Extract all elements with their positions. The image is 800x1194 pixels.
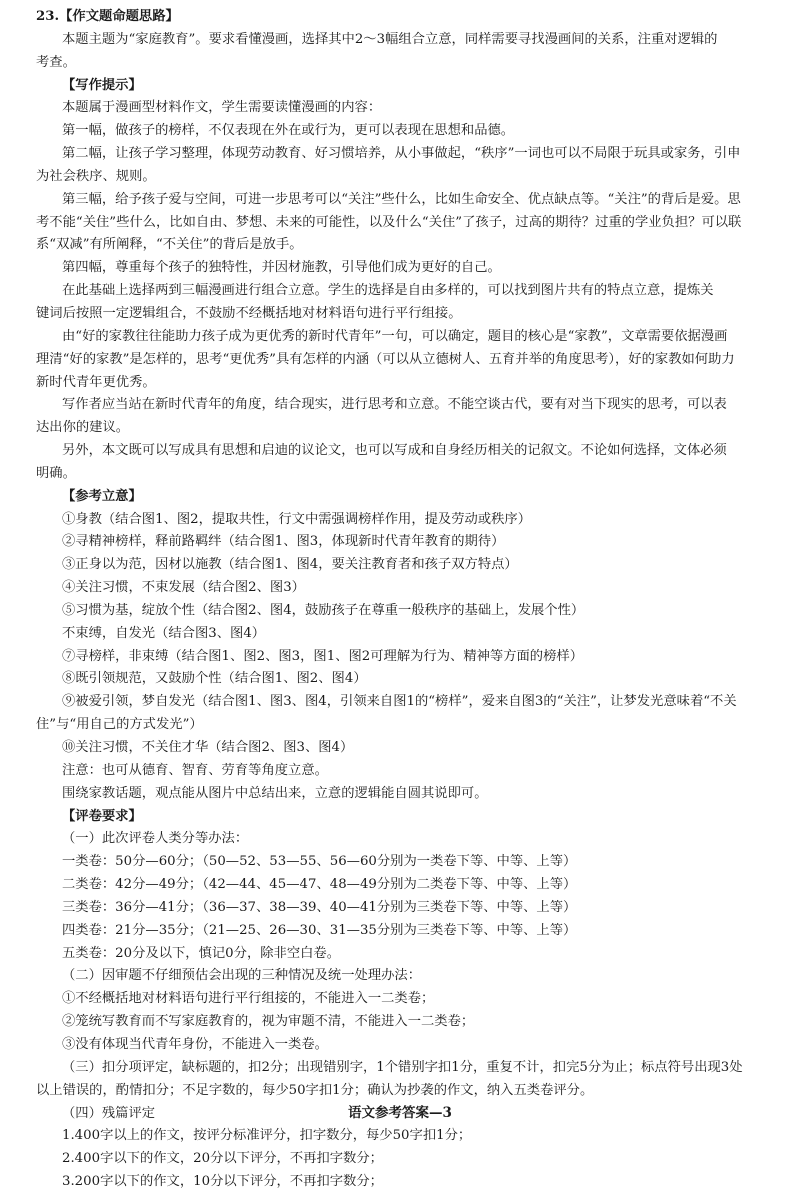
grade-tier: 四类卷：21分—35分；（21—25、26—30、31—35分别为三类卷下等、中等、上等） [62,922,577,938]
tips-line: 另外，本文既可以写成具有思想和启迪的议论文，也可以写成和自身经历相关的记叙文。不论如何选择，文体必须 [62,443,727,459]
idea-item: ⑨被爱引领，梦自发光（结合图1、图3、图4，引领来自图1的“榜样”，爱来自图3的“关注”，让梦发光意味着“不关 [62,694,737,710]
grading-case: ①不经概括地对材料语句进行平行组接的，不能进入一二类卷； [62,991,435,1007]
idea-item: ①身教（结合图1、图2，提取共性，行文中需强调榜样作用，提及劳动或秩序） [62,511,532,527]
incomplete-essay-rule: 3.200字以下的作文，10分以下评分，不再扣字数分； [62,1174,383,1190]
question-intro-line: 考查。 [36,54,76,70]
grading-subheading: （四）残篇评定 [62,1105,156,1121]
tips-line: 写作者应当站在新时代青年的角度，结合现实，进行思考和立意。不能空谈古代，要有对当下现实的思考，可以表 [62,397,727,413]
incomplete-essay-rule: 2.400字以下的作文，20分以下评分，不再扣字数分； [62,1151,383,1167]
tips-line: 为社会秩序、规则。 [36,168,156,184]
tips-line: 达出你的建议。 [36,420,130,436]
idea-item: ⑩关注习惯，不关住才华（结合图2、图3、图4） [62,740,354,755]
tips-line: 键词后按照一定逻辑组合，不鼓励不经概括地对材料语句进行平行组接。 [36,305,462,321]
grading-case: ②笼统写教育而不写家庭教育的，视为审题不清，不能进入一二类卷； [62,1014,475,1030]
tips-line: 理清“好的家教”是怎样的，思考“更优秀”具有怎样的内涵（可以从立德树人、五育并举的角度思考），好的家教如何助力 [36,351,735,367]
question-heading: 23.【作文题命题思路】 [36,9,179,24]
tips-line: 在此基础上选择两到三幅漫画进行组合立意。学生的选择是自由多样的，可以找到图片共有的特点立意，提炼关 [62,283,714,299]
grade-tier: 三类卷：36分—41分；（36—37、38—39、40—41分别为三类卷下等、中等、上等） [62,899,577,915]
idea-item: 住”与“用自己的方式发光”） [36,717,203,733]
question-intro-line: 本题主题为“家庭教育”。要求看懂漫画，选择其中2～3幅组合立意，同样需要寻找漫画间的关系，注重对逻辑的 [62,31,718,47]
section-heading-grading: 【评卷要求】 [62,808,142,824]
grading-case: ③没有体现当代青年身份，不能进入一类卷。 [62,1036,328,1052]
idea-item: ⑤习惯为基，绽放个性（结合图2、图4，鼓励孩子在尊重一般秩序的基础上，发展个性） [62,602,585,618]
tips-line: 明确。 [36,465,76,481]
deduction-rule: 以上错误的，酌情扣分；不足字数的，每少50字扣1分；确认为抄袭的作文，纳入五类卷评分。 [36,1082,594,1098]
tips-line: 由“好的家教往往能助力孩子成为更优秀的新时代青年”一句，可以确定，题目的核心是“家教”，文章需要依据漫画 [62,328,728,344]
grading-subheading: （一）此次评卷人类分等办法： [62,831,249,847]
section-heading-reference-ideas: 【参考立意】 [62,488,142,504]
tips-line: 系“双减”有所阐释，“不关住”的背后是放手。 [36,237,303,253]
grading-subheading: （二）因审题不仔细预估会出现的三种情况及统一处理办法： [62,968,422,984]
grade-tier: 五类卷：20分及以下，慎记0分，除非空白卷。 [62,945,341,961]
grade-tier: 一类卷：50分—60分；（50—52、53—55、56—60分别为一类卷下等、中等、上等） [62,854,577,870]
tips-line: 考不能“关住”些什么，比如自由、梦想、未来的可能性，以及什么“关住”了孩子，过高的期待？过重的学业负担？可以联 [36,214,742,230]
idea-note: 注意：也可从德育、智育、劳育等角度立意。 [62,762,328,778]
idea-item: ③正身以为范，因材以施教（结合图1、图4，要关注教育者和孩子双方特点） [62,557,518,573]
idea-item: ⑧既引领规范，又鼓励个性（结合图1、图2、图4） [62,671,367,687]
tips-line: 第一幅，做孩子的榜样，不仅表现在外在或行为，更可以表现在思想和品德。 [62,123,515,139]
tips-line: 第四幅，尊重每个孩子的独特性，并因材施教，引导他们成为更好的自己。 [62,260,501,276]
tips-line: 第三幅，给予孩子爱与空间，可进一步思考可以“关注”些什么，比如生命安全、优点缺点等。“关注”的背后是爱。思 [62,191,741,207]
idea-note: 围绕家教话题，观点能从图片中总结出来，立意的逻辑能自圆其说即可。 [62,785,488,801]
idea-item: ②寻精神榜样，释前路羁绊（结合图1、图3，体现新时代青年教育的期待） [62,534,505,550]
tips-line: 第二幅，让孩子学习整理，体现劳动教育、好习惯培养，从小事做起，“秩序”一词也可以不局限于玩具或家务，引申 [62,146,741,162]
section-heading-writing-tips: 【写作提示】 [62,77,142,93]
grade-tier: 二类卷：42分—49分；（42—44、45—47、48—49分别为二类卷下等、中等、上等） [62,877,577,893]
idea-item: ④关注习惯，不束发展（结合图2、图3） [62,580,305,596]
idea-item: ⑦寻榜样，非束缚（结合图1、图2、图3，图1、图2可理解为行为、精神等方面的榜样） [62,648,583,664]
tips-line: 本题属于漫画型材料作文，学生需要读懂漫画的内容： [62,100,382,116]
tips-line: 新时代青年更优秀。 [36,374,156,390]
page-footer: 语文参考答案—3 [348,1105,452,1121]
deduction-rule: （三）扣分项评定，缺标题的，扣2分；出现错别字，1个错别字扣1分，重复不计，扣完5分为止；标点符号出现3处 [62,1059,743,1075]
idea-item: 不束缚，自发光（结合图3、图4） [62,625,266,641]
incomplete-essay-rule: 1.400字以上的作文，按评分标准评分，扣字数分，每少50字扣1分； [62,1128,472,1144]
